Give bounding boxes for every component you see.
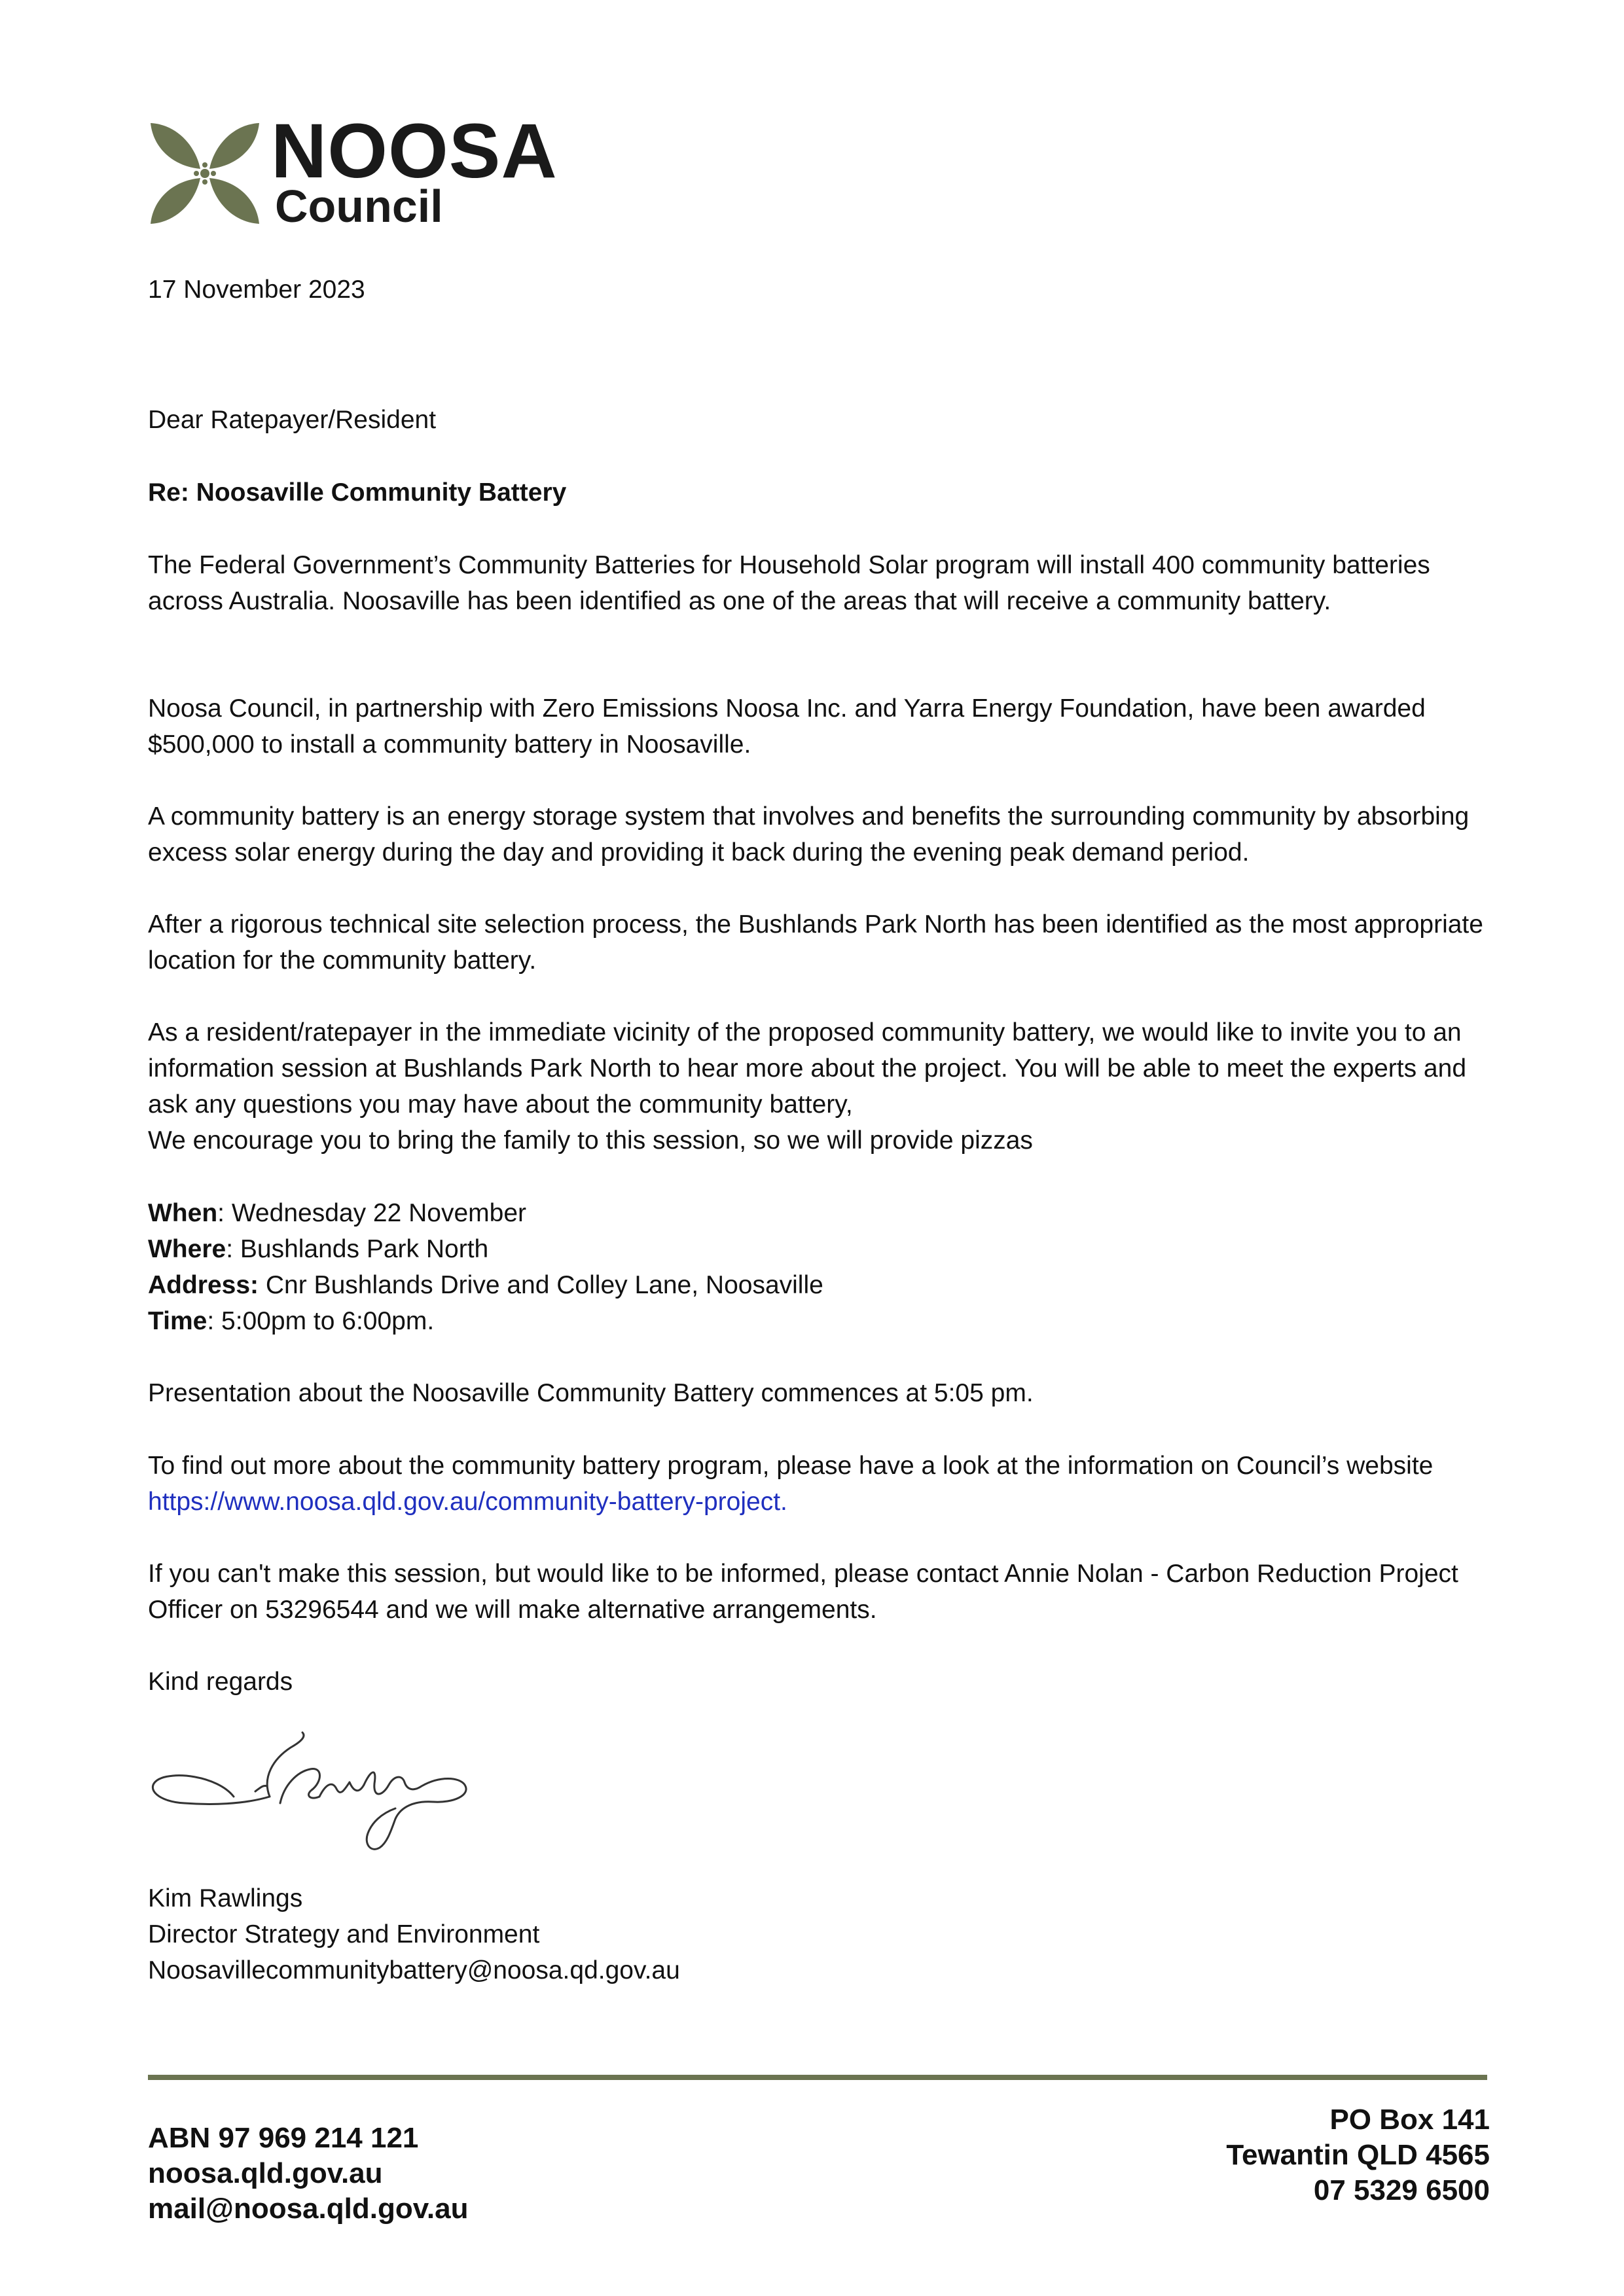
logo-title: NOOSA [271,108,558,194]
footer-email[interactable]: mail@noosa.qld.gov.au [148,2193,469,2225]
where-label: Where [148,1235,226,1263]
paragraph-site: After a rigorous technical site selection process, the Bushlands Park North has been identified as the most appropriate location for the community battery. [148,910,1483,975]
paragraph-invitation: As a resident/ratepayer in the immediate vicinity of the proposed community battery, we would like to invite you to an information session at Bushlands Park North to hear more about the project. You will be able to meet the experts and ask any questions you may have about the community battery, [148,1018,1467,1119]
contact-paragraph: If you can't make this session, but would like to be informed, please contact Annie Nolan - Carbon Reduction Project Officer on 53296544 and we will make alternative arrangements. [148,1560,1458,1624]
footer-po-box: PO Box 141 [1329,2104,1490,2136]
signatory-title: Director Strategy and Environment [148,1920,540,1948]
event-when [148,1195,1483,1231]
event-where [148,1231,1483,1267]
website-paragraph [148,1448,1483,1520]
when-value: : Wednesday 22 November [217,1199,527,1227]
event-address [148,1267,1483,1303]
website-link[interactable]: https://www.noosa.qld.gov.au/community-battery-project. [148,1488,787,1516]
logo-subtitle: Council [275,181,443,232]
event-time [148,1303,1483,1339]
footer-right [1226,2102,1490,2208]
footer-divider [148,2075,1487,2080]
presentation-note: Presentation about the Noosaville Community Battery commences at 5:05 pm. [148,1379,1034,1407]
paragraph-pizzas: We encourage you to bring the family to this session, so we will provide pizzas [148,1126,1033,1155]
footer-left [148,2121,468,2227]
salutation: Dear Ratepayer/Resident [148,406,437,434]
footer-abn: ABN 97 969 214 121 [148,2122,419,2154]
time-label: Time [148,1307,208,1335]
website-text: To find out more about the community battery program, please have a look at the information on Council’s website [148,1452,1434,1480]
signatory-email[interactable]: Noosavillecommunitybattery@noosa.qd.gov.au [148,1956,680,1984]
paragraph-program: The Federal Government’s Community Batteries for Household Solar program will install 400 community batteries across Australia. Noosaville has been identified as one of the areas that will receive a community battery. [148,551,1430,615]
footer-phone: 07 5329 6500 [1313,2174,1490,2206]
footer-town: Tewantin QLD 4565 [1226,2139,1490,2171]
address-value: Cnr Bushlands Drive and Colley Lane, Noosaville [259,1271,823,1299]
leaf-logo-icon [149,118,261,229]
when-label: When [148,1199,218,1227]
subject-line: Re: Noosaville Community Battery [148,478,567,507]
paragraph-funding: Noosa Council, in partnership with Zero Emissions Noosa Inc. and Yarra Energy Foundation, have been awarded $500,000 to install a community battery in Noosaville. [148,694,1426,759]
signature-icon [145,1698,486,1869]
where-value: : Bushlands Park North [226,1235,489,1263]
paragraph-definition: A community battery is an energy storage system that involves and benefits the surrounding community by absorbing excess solar energy during the day and providing it back during the evening peak demand period. [148,802,1470,867]
letter-date: 17 November 2023 [148,276,365,304]
event-details [148,1195,1483,1339]
time-value: : 5:00pm to 6:00pm. [207,1307,435,1335]
signatory-block [148,1880,1483,1988]
signatory-name: Kim Rawlings [148,1884,303,1912]
footer-web[interactable]: noosa.qld.gov.au [148,2157,383,2189]
closing: Kind regards [148,1668,293,1696]
address-label: Address: [148,1271,259,1299]
noosa-council-logo [149,108,568,232]
